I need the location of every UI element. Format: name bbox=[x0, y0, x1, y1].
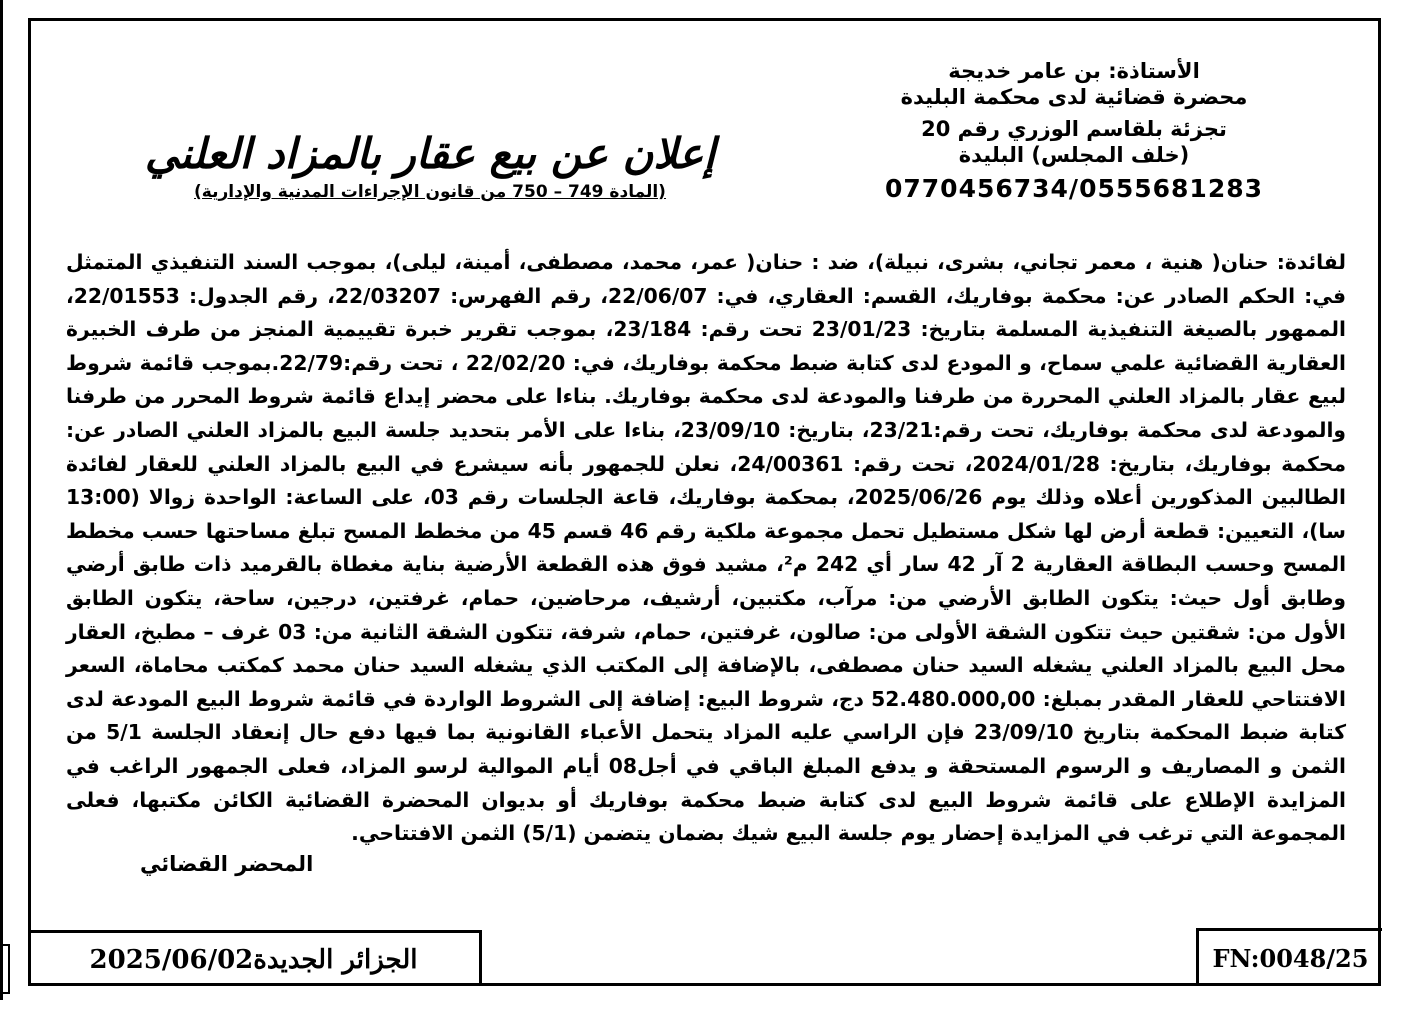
notice-subtitle: (المادة 749 – 750 من قانون الإجراءات المدنية والإدارية) bbox=[194, 182, 666, 202]
bailiff-role: محضرة قضائية لدى محكمة البليدة bbox=[900, 85, 1248, 109]
bailiff-name: الأستاذة: بن عامر خديجة bbox=[948, 59, 1200, 83]
newspaper-date: الجزائر الجديدة2025/06/02 bbox=[89, 944, 418, 975]
corner-mark bbox=[0, 944, 10, 994]
signature-label: المحضر القضائي bbox=[140, 852, 314, 876]
office-phones: 0770456734/0555681283 bbox=[884, 174, 1264, 203]
reference-box bbox=[1196, 928, 1382, 986]
notice-body: لفائدة: حنان( هنية ، معمر تجاني، بشرى، نبيلة)، ضد : حنان( عمر، محمد، مصطفى، أمينة، ليلى)، بموجب السند التنفيذي المتمثل في: الحكم الصادر عن: محكمة بوفاريك، القسم: العقاري، في: 22/06/07، رقم الفهرس: 22/03207، رقم الجدول: 22/01553، الممهور بالصيغة التنفيذية المسلمة بتاريخ: 23/01/23 تحت رقم: 23/184، بموجب تقرير خبرة تقييمية المنجز من طرف الخبيرة العقارية القضائية علمي سماح، و المودع لدى كتابة ضبط محكمة بوفاريك، في: 22/02/20 ، تحت رقم:22/79.بموجب قائمة شروط لبيع عقار بالمزاد العلني المحررة من طرفنا والمودعة لدى محكمة بوفاريك. بناءا على محضر إيداع قائمة شروط المحرر من طرفنا والمودعة لدى محكمة بوفاريك، تحت رقم:23/21، بتاريخ: 23/09/10، بناءا على الأمر بتحديد جلسة البيع بالمزاد العلني الصادر عن: محكمة بوفاريك، بتاريخ: 2024/01/28، تحت رقم: 24/00361، نعلن للجمهور بأنه سيشرع في البيع بالمزاد العلني للعقار لفائدة الطالبين المذكورين أعلاه وذلك يوم 2025/06/26، بمحكمة بوفاريك، قاعة الجلسات رقم 03، على الساعة: الواحدة زوالا (13:00 سا)، التعيين: قطعة أرض لها شكل مستطيل تحمل مجموعة ملكية رقم 46 قسم 45 من مخطط المسح تبلغ مساحتها حسب مخطط المسح وحسب البطاقة العقارية 2 آر 42 سار أي 242 م²، مشيد فوق هذه القطعة الأرضية بناية مغطاة بالقرميد ذات طابق أرضي وطابق أول حيث: يتكون الطابق الأرضي من: مرآب، مكتبين، أرشيف، مرحاضين، حمام، غرفتين، درجين، ساحة، يتكون الطابق الأول من: شقتين حيث تتكون الشقة الأولى من: صالون، غرفتين، حمام، شرفة، تتكون الشقة الثانية من: 03 غرف – مطبخ، العقار محل البيع بالمزاد العلني يشغله السيد حنان مصطفى، بالإضافة إلى المكتب الذي يشغله السيد حنان محمد كمكتب محاماة، السعر الافتتاحي للعقار المقدر بمبلغ: 52.480.000,00 دج، شروط البيع: إضافة إلى الشروط الواردة في قائمة شروط البيع المودعة لدى كتابة ضبط المحكمة بتاريخ 23/09/10 فإن الراسي عليه المزاد يتحمل الأعباء القانونية بما فيها دفع حال إنعقاد الجلسة 5/1 من الثمن و المصاريف و الرسوم المستحقة و يدفع المبلغ الباقي في أجل08 أيام الموالية لرسو المزاد، فعلى الجمهور الراغب في المزايدة الإطلاع على قائمة شروط البيع لدى كتابة ضبط محكمة بوفاريك أو بديوان المحضرة القضائية الكائن مكتبها، فعلى المجموعة التي ترغب في المزايدة إحضار يوم جلسة البيع شيك بضمان يتضمن (5/1) الثمن الافتتاحي. bbox=[66, 250, 1347, 846]
office-address-line-1: تجزئة بلقاسم الوزري رقم 20 bbox=[921, 117, 1227, 141]
left-margin-rule bbox=[0, 0, 3, 1000]
notice-heading bbox=[90, 128, 770, 202]
reference-number: FN:0048/25 bbox=[1212, 944, 1369, 973]
office-address-line-2: (خلف المجلس) البليدة bbox=[958, 143, 1190, 167]
notice-title: إعلان عن بيع عقار بالمزاد العلني bbox=[144, 129, 716, 178]
newspaper-date-box bbox=[28, 930, 482, 986]
bailiff-office-block bbox=[864, 58, 1284, 202]
